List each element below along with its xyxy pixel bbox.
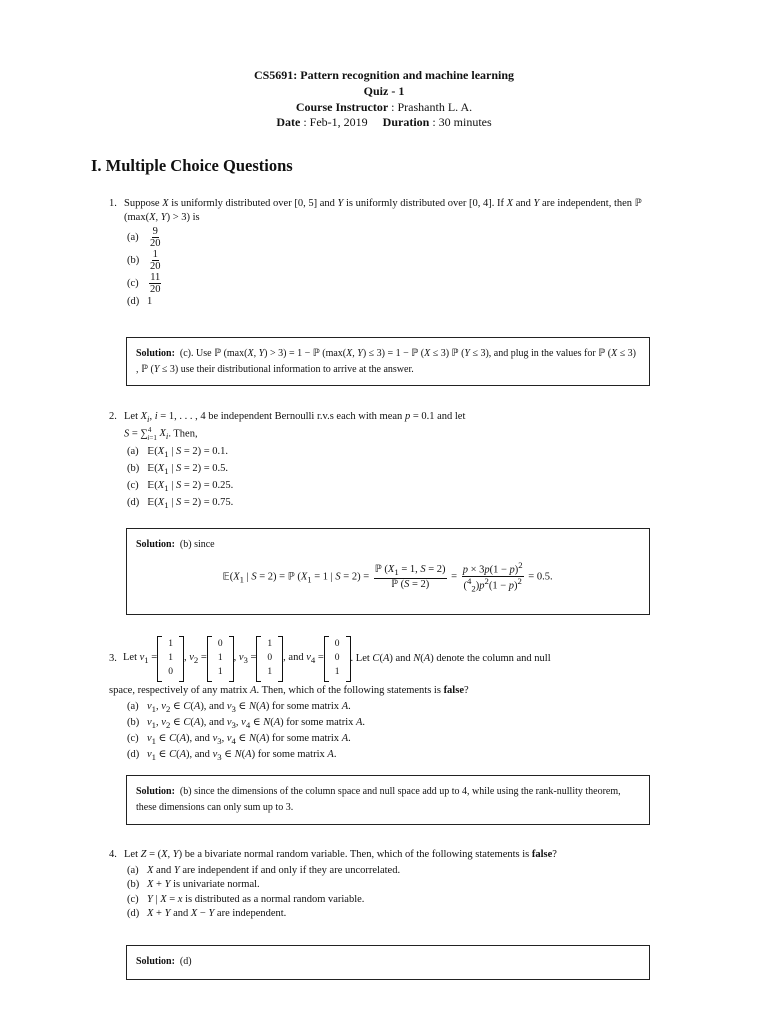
question-3-vectors: 3. Let $v_1$ = 1 1 0 , $v_2$ = 0 1 1 , $v_3$ = 1 0 1 , and $v_4$ = 0 0 1 . Let C(A) and N(A) denote the column and null	[110, 634, 655, 684]
q4-option-c: (c) Y | X = x is distributed as a normal random variable.	[127, 893, 365, 905]
q2-solution-box: Solution: (b) since $𝔼(X_1$ | S = 2) = ℙ ($X_1 = 1$ | S = 2) = $\frac{ℙ (X_1 = 1, S = 2)}{\text{ℙ (S = 2)}}$ = $\frac{p \times 3p(1 - p)^2}{(^4_2)p^2(1 - p)^2}$ = 0.5.	[126, 528, 650, 615]
question-2-text: Let $X_i$, i = 1, . . . , 4 be independent Bernoulli r.v.s each with mean p = 0.1 and let S = ∑$^4_{i=1}$ $X_i$. Then,	[124, 411, 466, 442]
q2-option-a: (a) $𝔼(X_1$ | S = 2) = 0.1.	[127, 446, 229, 460]
q2-option-c: (c) $𝔼(X_1$ | S = 2) = 0.25.	[127, 480, 234, 494]
q1-solution-box: Solution: (c). Use ℙ (max(X, Y) > 3) = 1 − ℙ (max(X, Y) ≤ 3) = 1 − ℙ (X ≤ 3) ℙ (Y ≤ 3), and plug in the values for ℙ (X ≤ 3) , ℙ (Y ≤ 3) use their distributional information to arrive at the answer.	[126, 337, 650, 386]
question-4-text: Let Z = (X, Y) be a bivariate normal random variable. Then, which of the following statements is false?	[124, 849, 557, 860]
q4-option-a: (a) X and Y are independent if and only if they are uncorrelated.	[127, 865, 401, 877]
q3-solution-box: Solution: (b) since the dimensions of the column space and null space add up to 4, while using the rank-nullity theorem, these dimensions can only sum up to 3.	[126, 775, 650, 825]
vector-v1: 1 1 0	[157, 636, 184, 682]
question-1: 1. Suppose X is uniformly distributed over [0, 5] and Y is uniformly distributed over [0, 4]. If X and Y are independent, then ℙ (max(X, Y) > 3) is (a) $\frac{9}{20}$ (b) $\frac{1}{20}$ (c) $\frac{11}{20}$ (d) 1	[110, 197, 655, 310]
q3-option-b: (b) $v_1$, $v_2$ ∈ C(A), and $v_3$, $v_4$ ∈ N(A) for some matrix A.	[127, 717, 366, 731]
q3-option-d: (d) $v_1$ ∈ C(A), and $v_3$ ∈ N(A) for some matrix A.	[127, 748, 337, 762]
instructor-line: Course Instructor : Prashanth L. A.	[295, 100, 473, 114]
q3-option-c: (c) $v_1$ ∈ C(A), and $v_3$, $v_4$ ∈ N(A) for some matrix A.	[127, 732, 351, 747]
question-1-text: Suppose X is uniformly distributed over [0, 5] and Y is uniformly distributed over [0, 4]. If X and Y are independent, then ℙ (max(X, Y) > 3) is	[124, 198, 642, 224]
vector-v2: 0 1 1	[207, 636, 234, 682]
question-4: 4. Let Z = (X, Y) be a bivariate normal random variable. Then, which of the following statements is false? (a) X and Y are independent if and only if they are uncorrelated. (b) X + Y is univariate normal. (c) Y | X = x is distributed as a normal random variable. (d) X + Y and X − Y are independent.	[110, 848, 655, 921]
instructor-label: Course Instructor	[295, 100, 389, 114]
date-line: Date : Feb-1, 2019 Duration : 30 minutes	[276, 115, 492, 129]
q4-option-b: (b) X + Y is univariate normal.	[127, 879, 260, 891]
q4-option-d: (d) X + Y and X − Y are independent.	[127, 907, 287, 919]
course-title: CS5691: Pattern recognition and machine learning	[253, 68, 515, 82]
q2-option-d: (d) $𝔼(X_1$ | S = 2) = 0.75.	[127, 497, 234, 511]
q1-option-a: (a) $\frac{9}{20}$	[127, 226, 161, 250]
section-title: I. Multiple Choice Questions	[91, 156, 293, 175]
q1-option-d: (d) 1	[127, 296, 153, 308]
duration-value: 30 minutes	[438, 115, 492, 129]
q1-option-c: (c) $\frac{11}{20}$	[127, 272, 161, 296]
quiz-title: Quiz - 1	[363, 84, 405, 98]
vector-v3: 1 0 1	[256, 636, 283, 682]
date-value: Feb-1, 2019	[309, 115, 368, 129]
q2-option-b: (b) $𝔼(X_1$ | S = 2) = 0.5.	[127, 463, 229, 477]
question-3	[110, 634, 655, 764]
question-3-text: space, respectively of any matrix A. Then, which of the following statements is false?	[109, 685, 469, 696]
instructor-name: Prashanth L. A.	[397, 100, 473, 114]
q3-option-a: (a) $v_1$, $v_2$ ∈ C(A), and $v_3$ ∈ N(A) for some matrix A.	[127, 701, 351, 715]
q4-solution-box: Solution: (d)	[126, 945, 650, 980]
vector-v4: 0 0 1	[324, 636, 351, 682]
question-2: 2. Let $X_i$, i = 1, . . . , 4 be independent Bernoulli r.v.s each with mean p = 0.1 and let S = ∑$^4_{i=1}$ $X_i$. Then, (a) $𝔼(X_1$ | S = 2) = 0.1. (b) $𝔼(X_1$ | S = 2) = 0.5. (c) $𝔼(X_1$ | S = 2) = 0.25. (d) $𝔼(X_1$ | S = 2) = 0.75.	[110, 410, 655, 512]
q2-solution-equation: $𝔼(X_1$ | S = 2) = ℙ ($X_1 = 1$ | S = 2) = $\frac{ℙ (X_1 = 1, S = 2)}{\text{ℙ (S = 2)}}$ = $\frac{p \times 3p(1 - p)^2}{(^4_2)p^2(1 - p)^2}$ = 0.5.	[222, 560, 553, 594]
q1-option-b: (b) $\frac{1}{20}$	[127, 249, 161, 273]
